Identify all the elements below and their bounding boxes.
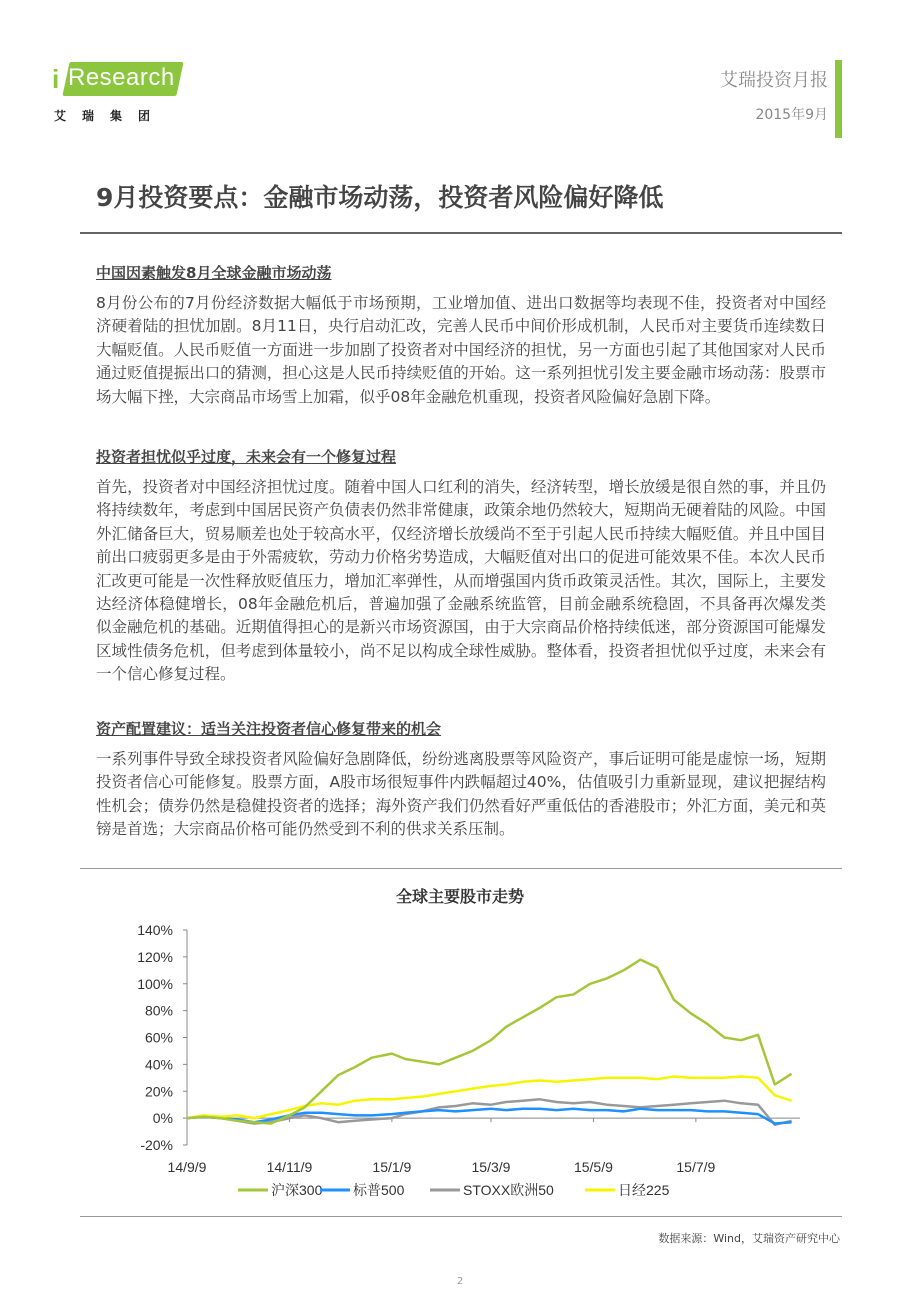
y-tick-label: 120% xyxy=(137,948,173,965)
x-tick-label: 14/11/9 xyxy=(266,1159,313,1175)
section-body: 8月份公布的7月份经济数据大幅低于市场预期，工业增加值、进出口数据等均表现不佳，投资者对中国经济硬着陆的担忧加剧。8月11日，央行启动汇改，完善人民币中间价形成机制，人民币对主要货币连续数日大幅贬值。人民币贬值一方面进一步加剧了投资者对中国经济的担忧，另一方面也引起了其他国家对人民币通过贬值提振出口的猜测，担心这是人民币持续贬值的开始。这一系列担忧引发主要金融市场动荡：股票市场大幅下挫，大宗商品市场雪上加霜，似乎08年金融危机重现，投资者风险偏好急剧下降。 xyxy=(96,294,826,406)
y-tick-label: -20% xyxy=(140,1137,173,1153)
x-tick-label: 14/9/9 xyxy=(167,1159,207,1175)
legend-label: 沪深300 xyxy=(271,1182,323,1198)
section-heading: 中国因素触发8月全球金融市场动荡 xyxy=(96,264,332,282)
x-tick-label: 15/5/9 xyxy=(573,1159,613,1175)
y-tick-label: 20% xyxy=(144,1083,173,1100)
x-tick-label: 15/3/9 xyxy=(471,1159,511,1175)
page-title: 9月投资要点：金融市场动荡，投资者风险偏好降低 xyxy=(96,183,664,212)
report-date: 2015年9月 xyxy=(755,107,828,123)
legend-label: 标普500 xyxy=(353,1182,405,1198)
section-body: 首先，投资者对中国经济担忧过度。随着中国人口红利的消失，经济转型，增长放缓是很自然的事，并且仍将持续数年，考虑到中国居民资产负债表仍然非常健康，政策余地仍然较大，短期尚无硬着陆的风险。中国外汇储备巨大，贸易顺差也处于较高水平，仅经济增长放缓尚不至于引起人民币持续大幅贬值。并且中国目前出口疲弱更多是由于外需疲软，劳动力价格劣势造成，大幅贬值对出口的促进可能效果不佳。本次人民币汇改更可能是一次性释放贬值压力，增加汇率弹性，从而增强国内货币政策灵活性。其次，国际上，主要发达经济体稳健增长，08年金融危机后，普遍加强了金融系统监管，目前金融系统稳固，不具备再次爆发类似金融危机的基础。近期值得担心的是新兴市场资源国，由于大宗商品价格持续低迷，部分资源国可能爆发区域性债务危机，但考虑到体量较小，尚不足以构成全球性威胁。整体看，投资者担忧似乎过度，未来会有一个信心修复过程。 xyxy=(96,478,826,684)
section-body: 一系列事件导致全球投资者风险偏好急剧降低，纷纷逃离股票等风险资产，事后证明可能是虚惊一场，短期投资者信心可能修复。股票方面，A股市场很短事件内跌幅超过40%，估值吸引力重新显现，建议把握结构性机会；债券仍然是稳健投资者的选择；海外资产我们仍然看好严重低估的香港股市；外汇方面，美元和英镑是首选；大宗商品价格可能仍然受到不利的供求关系压制。 xyxy=(96,750,826,839)
y-tick-label: 60% xyxy=(144,1029,173,1046)
chart-title: 全球主要股市走势 xyxy=(395,887,524,906)
x-tick-label: 15/1/9 xyxy=(372,1159,412,1175)
x-tick-label: 15/7/9 xyxy=(676,1159,716,1175)
logo-i-letter: i xyxy=(52,64,60,94)
y-tick-label: 0% xyxy=(152,1110,173,1127)
y-tick-label: 80% xyxy=(144,1002,173,1019)
report-title: 艾瑞投资月报 xyxy=(720,70,828,91)
y-tick-label: 140% xyxy=(137,922,173,938)
section-heading: 投资者担忧似乎过度，未来会有一个修复过程 xyxy=(96,448,397,466)
legend-label: STOXX欧洲50 xyxy=(463,1182,554,1198)
logo-subtitle: 艾瑞集团 xyxy=(54,109,167,123)
legend-label: 日经225 xyxy=(618,1182,670,1198)
logo-text: Research xyxy=(68,64,175,91)
y-tick-label: 100% xyxy=(137,975,173,992)
y-tick-label: 40% xyxy=(144,1056,173,1073)
page-number: 2 xyxy=(456,1276,464,1287)
chart-bottom-divider xyxy=(80,1216,842,1217)
series-line-1 xyxy=(187,960,792,1124)
section-heading: 资产配置建议：适当关注投资者信心修复带来的机会 xyxy=(96,720,442,738)
data-source-note: 数据来源：Wind，艾瑞资产研究中心 xyxy=(658,1232,840,1245)
